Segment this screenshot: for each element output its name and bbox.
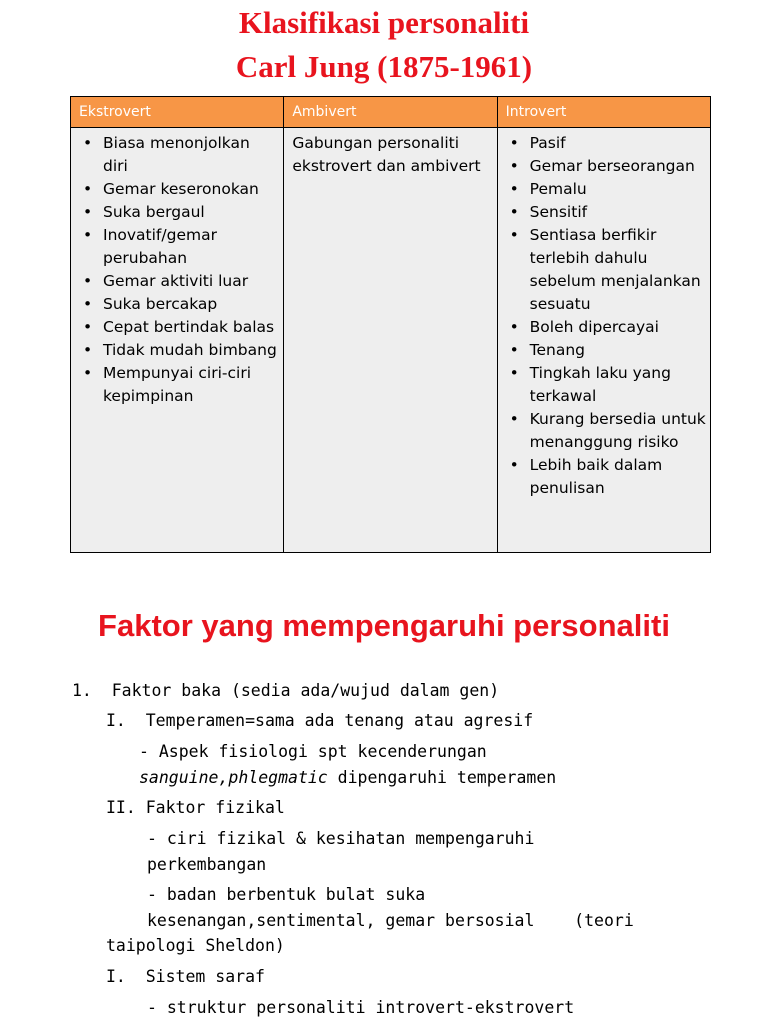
header-introvert: Introvert [497, 97, 710, 128]
list-item: • Kurang bersedia untuk menanggung risiko [506, 408, 706, 454]
ekstrovert-list [79, 132, 279, 408]
factor-sub-3-line-1: - struktur personaliti introvert-ekstrovert [147, 998, 575, 1017]
list-item: • Sentiasa berfikir terlebih dahulu sebelum menjalankan sesuatu [506, 224, 706, 316]
factor-sub-2: II. Faktor fizikal [106, 798, 285, 817]
list-item: • Lebih baik dalam penulisan [506, 454, 706, 500]
factor-sub-1-line-2 [139, 767, 556, 789]
list-item: • Suka bercakap [79, 293, 279, 316]
factor-item-1: 1. Faktor baka (sedia ada/wujud dalam gen) [72, 681, 500, 700]
list-item: • Gemar keseronokan [79, 178, 279, 201]
factor-sub-2-line-4: kesenangan,sentimental, gemar bersosial (teori [147, 911, 634, 930]
page-subtitle: Carl Jung (1875-1961) [235, 49, 533, 84]
header-ambivert: Ambivert [284, 97, 497, 128]
list-item: • Pasif [506, 132, 706, 155]
list-item: • Pemalu [506, 178, 706, 201]
ambivert-cell: Gabungan personaliti ekstrovert dan ambivert [284, 128, 497, 553]
introvert-list [506, 132, 706, 500]
list-item: • Sensitif [506, 201, 706, 224]
section-heading: Faktor yang mempengaruhi personaliti [98, 608, 670, 643]
table-row [71, 128, 711, 553]
list-item: • Tenang [506, 339, 706, 362]
factor-sub-2-line-1: - ciri fizikal & kesihatan mempengaruhi [147, 829, 535, 848]
factor-sub-1-line-1: - Aspek fisiologi spt kecenderungan [139, 742, 487, 761]
factor-sub-2-line-5: taipologi Sheldon) [106, 936, 285, 955]
table-header-row [71, 97, 711, 128]
list-item: • Tingkah laku yang terkawal [506, 362, 706, 408]
personality-table [70, 96, 711, 553]
list-item: • Inovatif/gemar perubahan [79, 224, 279, 270]
ekstrovert-cell [71, 128, 284, 553]
header-ekstrovert: Ekstrovert [71, 97, 284, 128]
list-item: • Gemar aktiviti luar [79, 270, 279, 293]
list-item: • Boleh dipercayai [506, 316, 706, 339]
list-item: • Suka bergaul [79, 201, 279, 224]
factor-sub-2-line-3: - badan berbentuk bulat suka [147, 885, 426, 904]
list-item: • Mempunyai ciri-ciri kepimpinan [79, 362, 279, 408]
list-item: • Tidak mudah bimbang [79, 339, 279, 362]
list-item: • Gemar berseorangan [506, 155, 706, 178]
factor-sub-2-line-2: perkembangan [147, 855, 267, 874]
page-title: Klasifikasi personaliti [238, 5, 530, 40]
factor-sub-1: I. Temperamen=sama ada tenang atau agresif [106, 711, 534, 730]
introvert-cell [497, 128, 710, 553]
factor-sub-3: I. Sistem saraf [106, 967, 265, 986]
list-item: • Biasa menonjolkan diri [79, 132, 279, 178]
temperament-text: dipengaruhi temperamen [327, 768, 557, 787]
temperament-types: sanguine,phlegmatic [139, 768, 328, 787]
list-item: • Cepat bertindak balas [79, 316, 279, 339]
